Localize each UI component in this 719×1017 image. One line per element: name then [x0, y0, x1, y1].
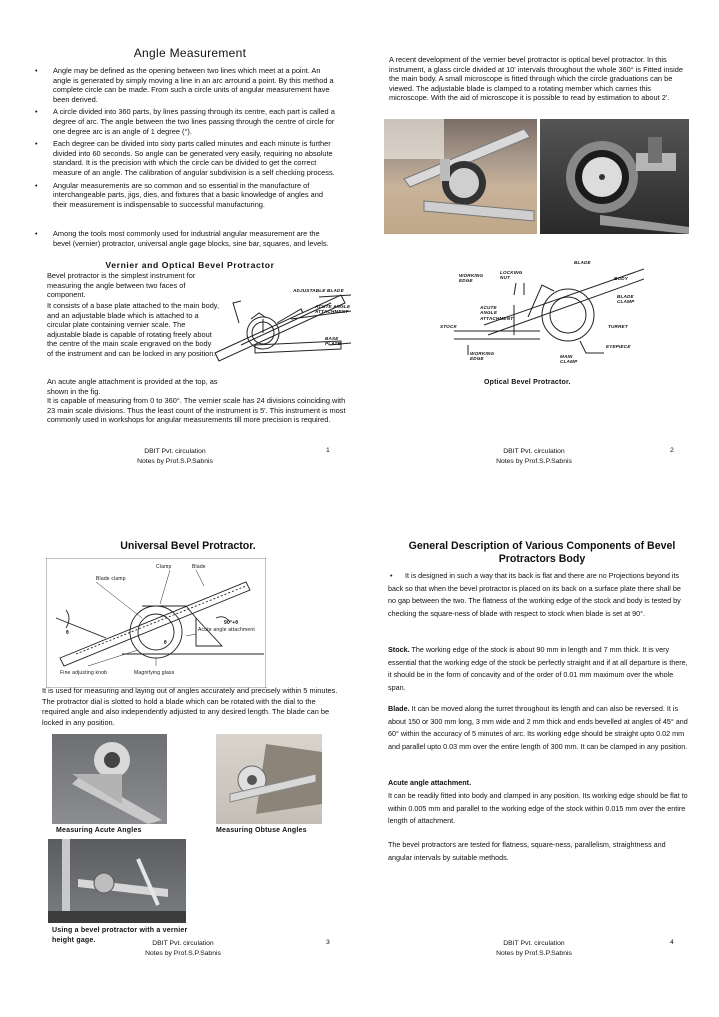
slide-3 [38, 536, 348, 966]
fig-label-base-plate: BASE PLATE [325, 336, 341, 346]
fig-label-angle-90-theta: 90°+θ [224, 620, 239, 626]
slide-3-footer-circulation: DBIT Pvt. circulation [152, 940, 214, 947]
fig-label-angle-theta-2: θ [164, 640, 167, 646]
slide-1-subtitle: Vernier and Optical Bevel Protractor [105, 260, 275, 270]
bullet-manufacturing: • Angular measurements are so common and so essential in the manufacture of interchangeable parts, jigs, dies, and fixtures that a basic knowledge of angles and their measurement is indispensable to successful manufacturing. [33, 181, 338, 210]
fig-label-adjustable-blade: ADJUSTABLE BLADE [293, 288, 344, 293]
fig-label-magnifying-glass: Magnifying glass [134, 670, 175, 676]
optical-protractor-caption: Optical Bevel Protractor. [484, 379, 571, 386]
photo-height-gage [48, 839, 186, 923]
bullet-angle-definition: • Angle may be defined as the opening between two lines which meet at a point. An angle is generated by simply moving a line in an arc arround a point. By this method a complete circle can be made. From such a circle units of angular measurement have been derived. [33, 66, 338, 104]
blade-heading: Blade. [388, 704, 410, 713]
fig-label-clamp: Clamp [156, 564, 172, 570]
slide-4-acute-text: It can be readily fitted into body and clamped in any position. Its working edge should be flat to within 0.005 mm and parallel to the working edge of the stock within 0.015 mm over the entire length of attachment. [388, 791, 688, 826]
vernier-protractor-diagram [211, 283, 355, 373]
slide-1-para-acute: An acute angle attachment is provided at the top, as shown in the fig. [47, 377, 218, 396]
fig-label-acute-attachment: ACUTE ANGLE ATTACHMENT [315, 304, 351, 315]
slide-4-bullets [388, 570, 688, 623]
slide-4-blade [388, 703, 688, 753]
slide-1-bullets [33, 66, 338, 212]
photo-optical-protractor-closeup [540, 119, 689, 234]
fig-label-blade-clamp-left: Blade clamp [96, 576, 126, 582]
slide-3-footer-notes: Notes by Prof.S.P.Sabnis [145, 950, 221, 957]
fig-label-acute-angle-attachment: ACUTE ANGLE ATTACHMENT [480, 305, 514, 321]
fig-label-turret: TURRET [608, 324, 628, 329]
fig-label-angle-theta-1: θ [66, 630, 69, 636]
slide-1-title: Angle Measurement [133, 46, 247, 60]
slide-4 [384, 536, 694, 966]
photo-optical-protractor-wood [384, 119, 537, 234]
bullet-minutes-seconds: • Each degree can be divided into sixty parts called minutes and each minute is further divided into 60 seconds. So angle can be generated very easily, requiring no absolute standard. It is the precision with which the circle can be divided to get the correct measure of an angle. The calibration of angular subdivision is a self checking process. [33, 139, 338, 177]
bullet-flat-back [388, 570, 688, 620]
fig-label-main-clamp: MAIN CLAMP [560, 354, 578, 365]
bullet-flat-back-text: It is designed in such a way that its back is flat and there are no Projections beyond its back so that when the bevel protractor is placed on its back on a surface plate there shall be no gap between the two. The flatness of the working edge of the stock and body is tested by checking the square-ness of blade with respect to stock when blade is set at 90°. [388, 571, 681, 618]
caption-height-gage: Using a bevel protractor with a vernier height gage. [52, 927, 188, 944]
stock-text: The working edge of the stock is about 90 mm in length and 7 mm thick. It is very essential that the working edge of the stock be perfectly straight and if at all departure is there, it should be in the form of concavity and of the order of 0.01 mm maximum over the whole span. [388, 645, 688, 692]
slide-2-footer-notes: Notes by Prof.S.P.Sabnis [496, 458, 572, 465]
slide-2-intro: A recent development of the vernier bevel protractor is optical bevel protractor. In this instrument, a glass circle divided at 10' intervals throughout the whole 360° is Fitted inside the main body. A small microscope is fitted through which the circle graduations can be viewed. The adjustable blade is clamped to a rotating member which carries this microscope. With the aid of microscope it is possible to read by estimation to about 2'. [389, 55, 683, 103]
fig-label-blade-top: Blade [192, 564, 206, 570]
fig-label-stock: STOCK [440, 324, 457, 329]
slide-3-page-number: 3 [326, 939, 330, 946]
slide-2-page-number: 2 [670, 447, 674, 454]
slide-1-page-number: 1 [326, 447, 330, 454]
slide-1-para-simplest: Bevel protractor is the simplest instrument for measuring the angle between two faces of component. [47, 271, 196, 300]
fig-label-fine-adjusting-knob: Fine adjusting knob [60, 670, 108, 676]
slide-1-para-construction: It consists of a base plate attached to the main body, and an adjustable blade which is attached to a circular plate containing vernier scale. The adjustable blade is capable of rotating freely about the centre of the main scale engraved on the body of the instrument and can be locked in any position. [47, 301, 220, 358]
fig-label-blade: BLADE [574, 260, 591, 265]
slide-2 [384, 50, 694, 480]
acute-heading: Acute angle attachment. [388, 778, 472, 787]
bullet-circle-degrees: • A circle divided into 360 parts, by lines passing through its centre, each part is called a degree of arc. The angle between the two lines passing through the centre of circle for one degree arc is an angle of 1 degree (°). [33, 107, 338, 136]
slide-4-closing: The bevel protractors are tested for flatness, square-ness, parallelism, straightness and angular intervals by suitable methods. [388, 840, 666, 862]
caption-measuring-acute: Measuring Acute Angles [56, 827, 142, 834]
photo-measuring-acute [52, 734, 167, 824]
blade-text: It can be moved along the turret throughout its length and can also be reversed. It is about 150 or 300 mm long, 3 mm wide and 2 mm thick and ends bevelled at angles of 45° and 60° within the accuracy of 5 minutes of arc. Its working edge should be straight upto 0.02 mm and parallel upto 0.03 mm over the entire length of 300 mm. It can be clamped in any position. [388, 704, 688, 751]
fig-label-locking-nut: LOCKING NUT [500, 270, 523, 281]
fig-label-blade-clamp: BLADE CLAMP [617, 294, 635, 305]
bullet-tools: • Among the tools most commonly used for industrial angular measurement are the bevel (vernier) protractor, universal angle gage blocks, sine bar, squares, and levels. [33, 229, 338, 248]
fig-label-working-edge: WORKING EDGE [459, 273, 484, 284]
slide-2-footer-circulation: DBIT Pvt. circulation [503, 448, 565, 455]
slide-1-para-range: It is capable of measuring from 0 to 360°. The vernier scale has 24 divisions coinciding with 23 main scale divisions. Thus the least count of the instrument is 5'. This instrument is most commonly used in workshops for angular measurements till more precision is required. [47, 396, 346, 425]
slide-4-acute-heading [388, 777, 688, 790]
fig-label-working-edge-2: WORKING EDGE [470, 351, 495, 362]
caption-measuring-obtuse: Measuring Obtuse Angles [216, 827, 307, 834]
slide-1-tools-bullet [33, 229, 338, 251]
slide-4-page-number: 4 [670, 939, 674, 946]
slide-1 [25, 38, 355, 478]
slide-4-title: General Description of Various Components of Bevel Protractors Body [408, 540, 676, 565]
slide-3-title: Universal Bevel Protractor. [120, 540, 256, 552]
photo-measuring-obtuse [216, 734, 322, 824]
slide-3-body: It is used for measuring and laying out of angles accurately and precisely within 5 minutes. The protractor dial is slotted to hold a blade which can be rotated with the dial to the required angle and also independently adjusted to any desired length. The blade can be locked in any position. [42, 686, 338, 727]
fig-label-acute-attachment-right: Acute angle attachment [198, 627, 255, 633]
slide-4-footer-circulation: DBIT Pvt. circulation [503, 940, 565, 947]
fig-label-eyepiece: EYEPIECE [606, 344, 631, 349]
slide-1-footer-circulation: DBIT Pvt. circulation [144, 448, 206, 455]
stock-heading: Stock. [388, 645, 410, 654]
slide-1-footer-notes: Notes by Prof.S.P.Sabnis [137, 458, 213, 465]
fig-label-body: BODY [614, 276, 629, 281]
slide-4-stock [388, 644, 688, 694]
slide-4-footer-notes: Notes by Prof.S.P.Sabnis [496, 950, 572, 957]
